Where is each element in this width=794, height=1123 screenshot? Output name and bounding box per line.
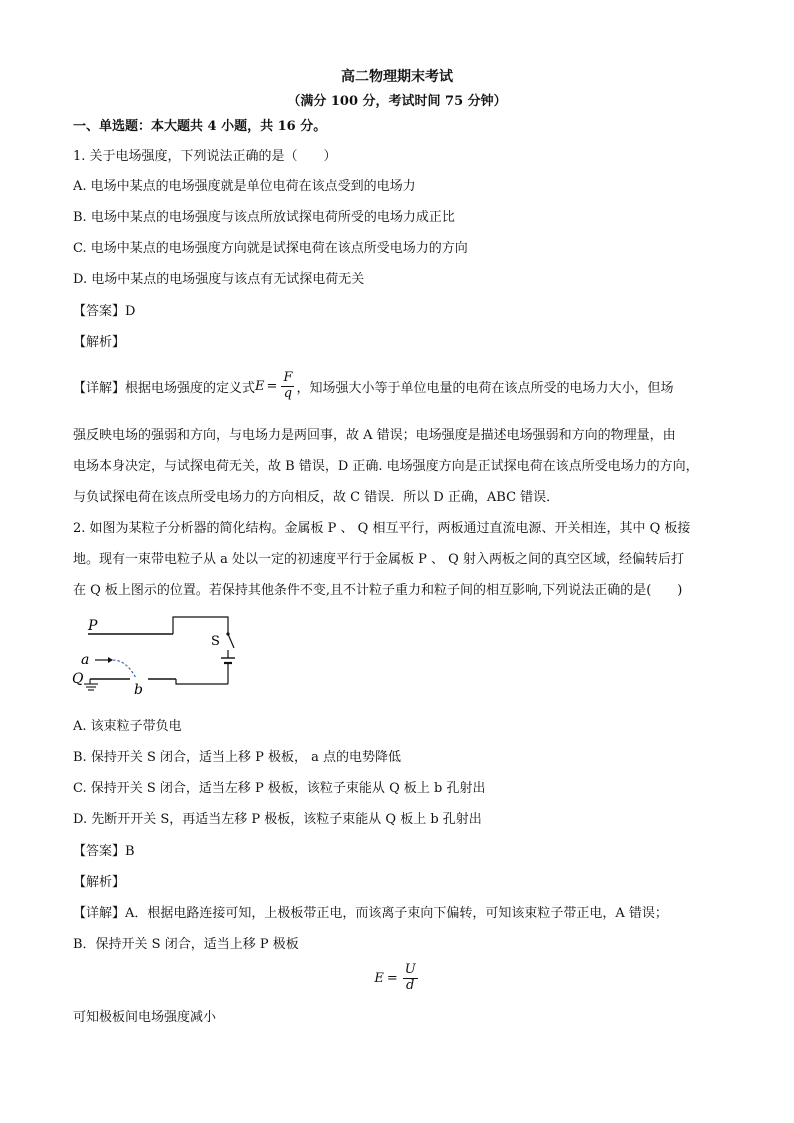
detail-text: ，知场强大小等于单位电量的电荷在该点所受的电场力大小，但场 [296, 380, 674, 396]
detail-text: A．根据电路连接可知，上极板带正电，而该离子束向下偏转，可知该束粒子带正电，A 错误； [125, 906, 668, 921]
q1-option-b: B. 电场中某点的电场强度与该点所放试探电荷所受的电场力成正比 [73, 210, 455, 225]
detail-tag: 【详解】 [73, 380, 126, 396]
particle-analyzer-diagram [68, 612, 248, 702]
q1-option-a: A. 电场中某点的电场强度就是单位电荷在该点受到的电场力 [73, 179, 416, 194]
q2-option-c: C. 保持开关 S 闭合，适当左移 P 极板，该粒子束能从 Q 板上 b 孔射出 [73, 781, 486, 796]
q1-option-d: D. 电场中某点的电场强度与该点有无试探电荷无关 [73, 272, 365, 287]
exam-title: 高二物理期末考试 [341, 69, 453, 85]
q2-option-d: D. 先断开开关 S，再适当左移 P 极板，该粒子束能从 Q 板上 b 孔射出 [73, 812, 482, 827]
answer-tag: 【答案】 [73, 844, 126, 859]
formula-fraction [403, 963, 418, 994]
formula-numerator: U [404, 961, 416, 977]
q2-stem-line: 地。现有一束带电粒子从 a 处以一定的初速度平行于金属板 P 、 Q 射入两板之间的真空区域，经偏转后打 [73, 552, 684, 567]
label-q: Q [72, 671, 84, 687]
q2-detail-line [73, 902, 668, 921]
q1-answer [73, 300, 135, 319]
answer-value: B [125, 844, 135, 859]
q2-answer [73, 840, 135, 859]
formula-lhs: E [255, 378, 265, 394]
formula-fraction [281, 371, 294, 402]
formula-lhs: E [374, 970, 384, 986]
switch-s [228, 634, 234, 648]
label-s: S [211, 634, 220, 649]
answer-tag: 【答案】 [73, 304, 126, 319]
formula-denominator: d [406, 977, 415, 993]
label-b: b [134, 682, 143, 698]
formula-denominator: q [283, 385, 293, 401]
detail-text: 根据电场强度的定义式 [125, 380, 256, 396]
label-p: P [88, 618, 98, 634]
q1-detail-first-line: 【详解】 根据电场强度的定义式 E = $\frac{F}{q}$ ，知场强大小等于单位电量的电荷在该点所受的电场力大小，但场 [73, 369, 674, 401]
deflection-path [113, 660, 136, 678]
q1-detail-line: 强反映电场的强弱和方向，与电场力是两回事，故 A 错误；电场强度是描述电场强弱和方向的物理量，由 [73, 428, 676, 443]
q1-detail-line: 与负试探电荷在该点所受电场力的方向相反，故 C 错误．所以 D 正确，ABC 错误． [73, 490, 560, 505]
q1-option-c: C. 电场中某点的电场强度方向就是试探电荷在该点所受电场力的方向 [73, 241, 468, 256]
q2-detail-line: 可知极板间电场强度减小 [73, 1010, 217, 1025]
q2-option-a: A. 该束粒子带负电 [73, 719, 182, 734]
q2-analysis-tag: 【解析】 [73, 875, 126, 890]
q1-detail-line: 电场本身决定，与试探电荷无关，故 B 错误，D 正确. 电场强度方向是正试探电荷在该点所受电场力的方向， [73, 459, 699, 474]
q2-stem-line: 在 Q 板上图示的位置。若保持其他条件不变,且不计粒子重力和粒子间的相互影响,下列说法正确的是( ) [73, 583, 683, 598]
section-heading: 一、单选题：本大题共 4 小题，共 16 分。 [73, 119, 327, 134]
label-a: a [81, 652, 90, 668]
q2-stem-line: 2. 如图为某粒子分析器的简化结构。金属板 P 、 Q 相互平行，两板通过直流电源、开关相连，其中 Q 板接 [73, 521, 691, 536]
q2-detail-line: B．保持开关 S 闭合，适当上移 P 极板 [73, 937, 299, 952]
answer-value: D [125, 304, 136, 319]
formula-numerator: F [283, 369, 293, 385]
detail-tag: 【详解】 [73, 906, 126, 921]
q2-option-b: B. 保持开关 S 闭合，适当上移 P 极板， a 点的电势降低 [73, 750, 402, 765]
q2-formula: E = $\frac{U}{d}$ [374, 961, 416, 993]
q1-analysis-tag: 【解析】 [73, 335, 126, 350]
bottom-wire [176, 679, 228, 684]
top-wire [173, 617, 228, 634]
exam-subtitle: （满分 100 分，考试时间 75 分钟） [287, 94, 507, 109]
q1-stem: 1. 关于电场强度，下列说法正确的是（ ） [73, 149, 337, 164]
